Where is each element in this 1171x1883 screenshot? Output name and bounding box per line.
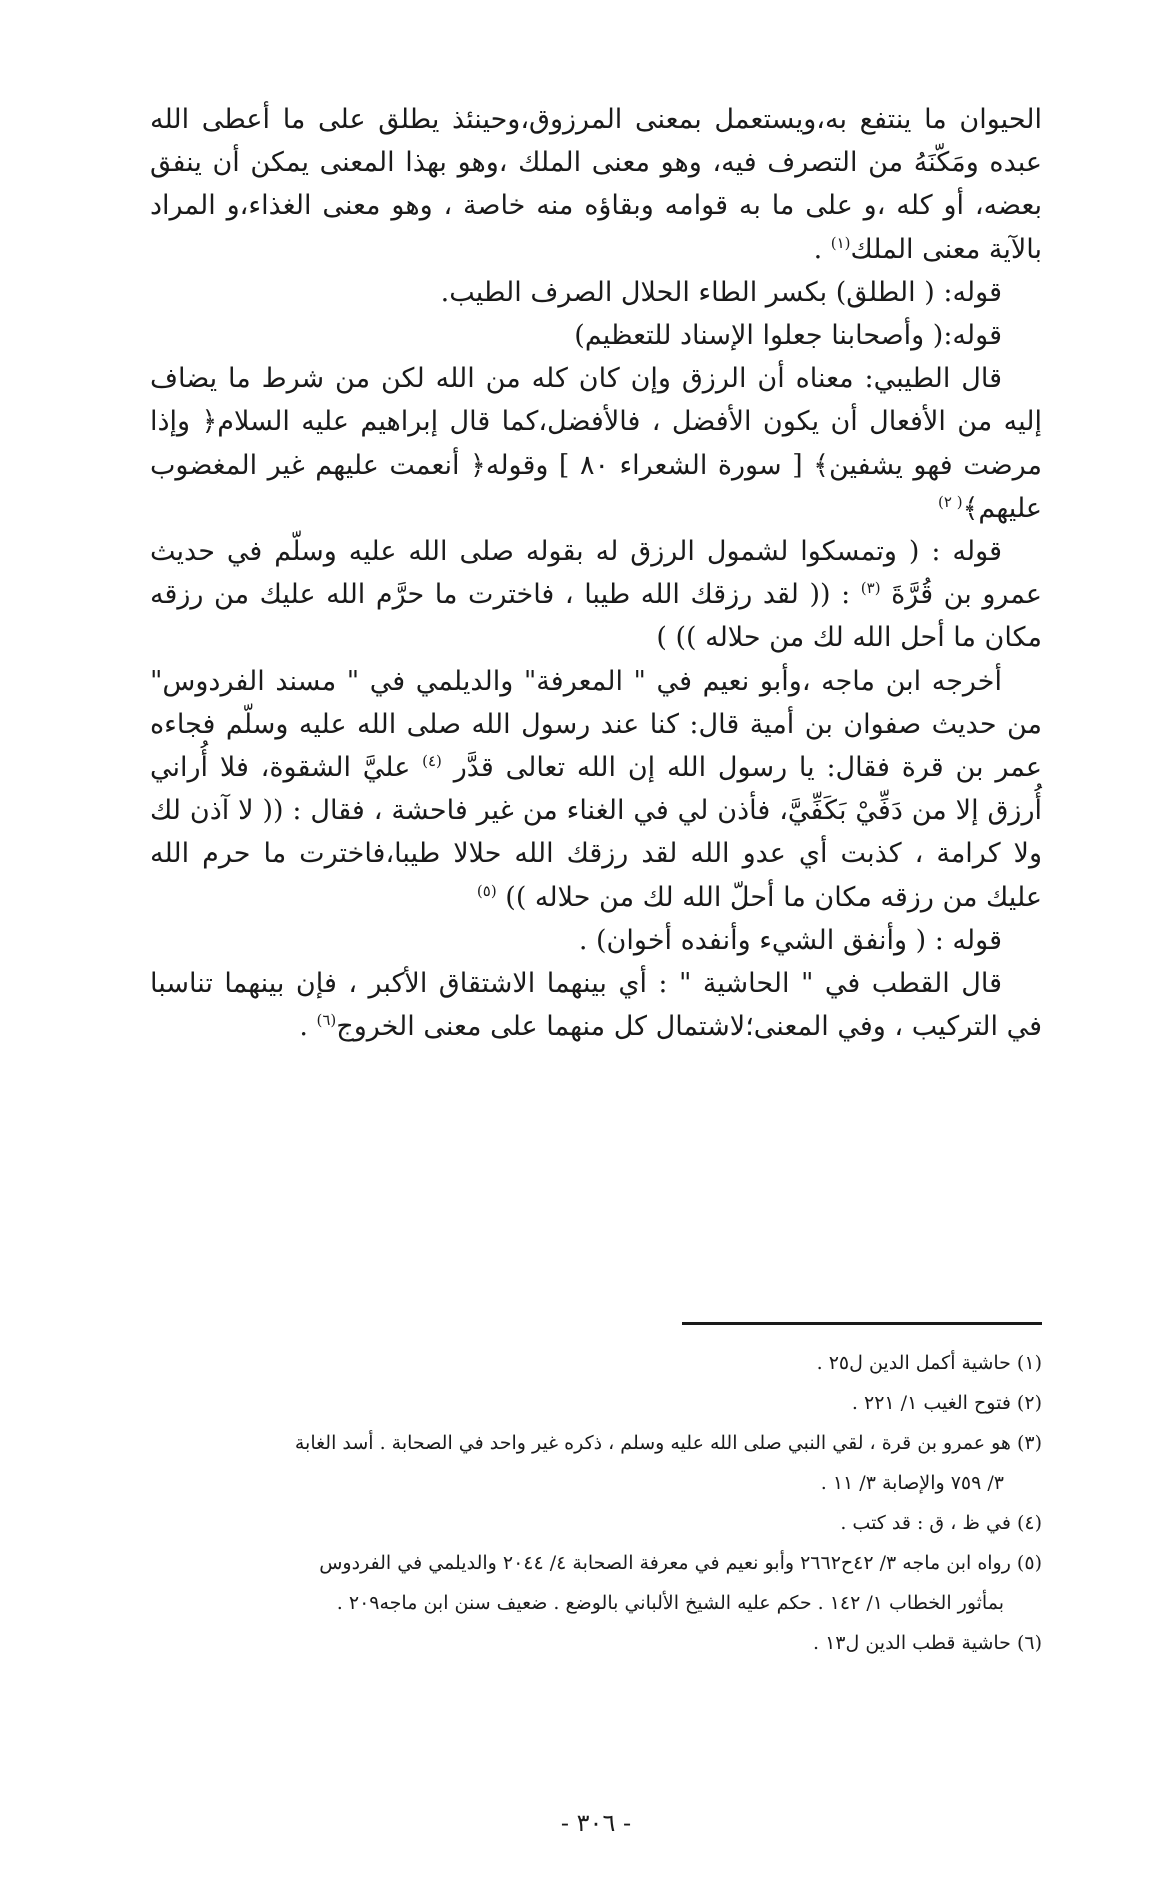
paragraph-text: . bbox=[299, 1011, 317, 1043]
paragraph bbox=[150, 530, 1042, 660]
footnote-1: (١) حاشية أكمل الدين ل٢٥ . bbox=[816, 1352, 1042, 1374]
paragraph-text: الحيوان ما ينتفع به،ويستعمل بمعنى المرزوق،وحينئذ يطلق على ما أعطى الله عبده ومَكّنَهُ من التصرف فيه، وهو معنى الملك ،وهو بهذا المعنى يمكن أن ينفق بعضه، أو كله ،و على ما به قوامه وبقاؤه منه خاصة ، وهو معنى الغذاء،و المراد بالآية معنى الملك bbox=[150, 104, 1042, 265]
paragraph-text: قوله : ( وتمسكوا لشمول الرزق له بقوله صلى الله عليه وسلّم في حديث عمرو بن قُرَّةَ bbox=[150, 536, 1042, 611]
paragraph bbox=[150, 357, 1042, 530]
footnote-ref: (٦) bbox=[316, 1011, 337, 1030]
paragraph: قوله:( وأصحابنا جعلوا الإسناد للتعظيم) bbox=[574, 320, 1002, 352]
footnote-4: (٤) في ظ ، ق : قد كتب . bbox=[840, 1512, 1042, 1534]
paragraph-text: قال الطيبي: معناه أن الرزق وإن كان كله من الله لكن من شرط ما يضاف إليه من الأفعال أن يكون الأفضل ، فالأفضل،كما قال إبراهيم عليه السلام﴿ وإذا مرضت فهو يشفين﴾ [ سورة الشعراء ٨٠ ] وقوله﴿ أنعمت عليهم غير المغضوب عليهم﴾ bbox=[150, 363, 1042, 524]
footnote-3: (٣) هو عمرو بن قرة ، لقي النبي صلى الله عليه وسلم ، ذكره غير واحد في الصحابة . أسد الغابة bbox=[294, 1432, 1042, 1454]
footnote-3-continued: ٣/ ٧٥٩ والإصابة ٣/ ١١ . bbox=[820, 1472, 1004, 1494]
footnote-ref: (١) bbox=[830, 233, 851, 252]
footnote-ref: ( ٢) bbox=[938, 492, 963, 511]
paragraph bbox=[150, 98, 1042, 271]
footnote-6: (٦) حاشية قطب الدين ل١٣ . bbox=[812, 1632, 1042, 1654]
footnote-ref: (٣) bbox=[860, 579, 881, 598]
paragraph bbox=[150, 660, 1042, 919]
paragraph-text: . bbox=[813, 233, 831, 265]
footnote-5-continued: بمأثور الخطاب ١/ ١٤٢ . حكم عليه الشيخ الألباني بالوضع . ضعيف سنن ابن ماجه٢٠٩ . bbox=[336, 1592, 1004, 1614]
footnote-5: (٥) رواه ابن ماجه ٣/ ٤٢ح٢٦٦٢ وأبو نعيم في معرفة الصحابة ٤/ ٢٠٤٤ والديلمي في الفردوس bbox=[319, 1552, 1042, 1574]
paragraph-text: أخرجه ابن ماجه ،وأبو نعيم في " المعرفة" والديلمي في " مسند الفردوس" من حديث صفوان بن أمية قال: كنا عند رسول الله صلى الله عليه وسلّم فجاءه عمر بن قرة فقال: يا رسول الله إن الله تعالى قدَّر bbox=[150, 665, 1042, 784]
footnote-2: (٢) فتوح الغيب ١/ ٢٢١ . bbox=[851, 1392, 1042, 1414]
paragraph bbox=[150, 962, 1042, 1048]
paragraph-text: : (( لقد رزقك الله طيبا ، فاخترت ما حرَّم الله عليك من رزقه مكان ما أحل الله لك من حلاله )) ) bbox=[150, 579, 1042, 654]
paragraph: قوله: ( الطلق) بكسر الطاء الحلال الصرف الطيب. bbox=[440, 276, 1002, 308]
paragraph-text: قال القطب في " الحاشية " : أي بينهما الاشتقاق الأكبر ، فإن بينهما تناسبا في التركيب ، وفي المعنى؛لاشتمال كل منهما على معنى الخروج bbox=[150, 968, 1042, 1043]
main-text bbox=[150, 98, 1042, 1048]
footnote-separator bbox=[682, 1322, 1042, 1325]
paragraph: قوله : ( وأنفق الشيء وأنفده أخوان) . bbox=[578, 924, 1002, 956]
paragraph-text: عليَّ الشقوة، فلا أُراني أُرزق إلا من دَفِّيْ بَكَفِّيَّ، فأذن لي في الغناء من غير فاحشة ، فقال : (( لا آذن لك ولا كرامة ، كذبت أي عدو الله لقد رزقك الله حلالا طيبا،فاخترت ما حرم الله عليك من رزقه مكان ما أحلّ الله لك من حلاله )) bbox=[150, 752, 1042, 913]
footnotes bbox=[150, 1344, 1042, 1664]
footnote-ref: (٥) bbox=[476, 881, 497, 900]
footnote-ref: (٤) bbox=[422, 752, 442, 771]
page-number: - ٣٠٦ - bbox=[560, 1809, 632, 1837]
document-page bbox=[150, 98, 1042, 1837]
